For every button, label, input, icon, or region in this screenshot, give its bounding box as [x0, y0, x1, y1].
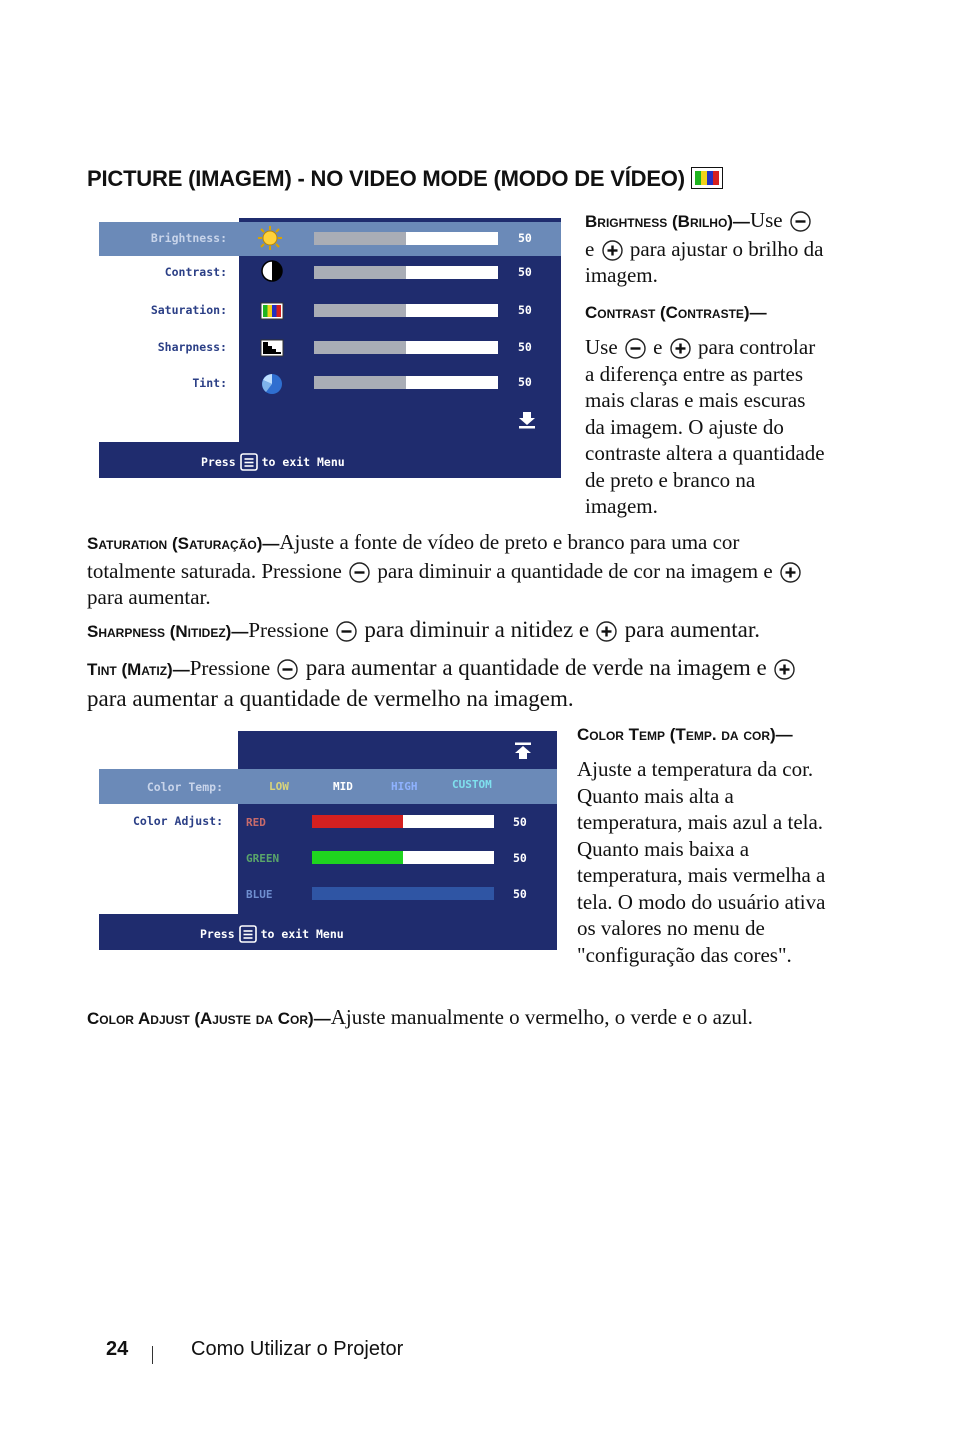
sharpness-text-3: para aumentar. — [624, 617, 761, 642]
blue-label: BLUE — [246, 888, 273, 901]
tint-text-1: Pressione — [189, 656, 271, 680]
minus-button-icon — [277, 659, 298, 680]
color-temp-row[interactable] — [99, 769, 557, 804]
saturation-slider[interactable] — [314, 304, 498, 317]
scroll-up-arrow-icon[interactable] — [513, 741, 533, 761]
page-number: 24 — [106, 1338, 129, 1360]
red-label: RED — [246, 816, 266, 829]
saturation-slider-fill — [314, 304, 406, 317]
tint-description — [87, 653, 832, 714]
color-temp-term-line — [577, 720, 827, 749]
color-temp-description — [577, 756, 827, 968]
plus-button-icon — [602, 240, 623, 261]
green-value: 50 — [513, 851, 527, 865]
footer-divider — [152, 1346, 153, 1364]
color-adjust-text: Ajuste manualmente o vermelho, o verde e o azul. — [330, 1005, 753, 1029]
saturation-label: Saturation: — [150, 303, 227, 317]
color-adjust-description — [87, 1004, 832, 1033]
sharpness-text-1: Pressione — [248, 618, 329, 642]
saturation-color-bars-icon — [260, 299, 284, 323]
brightness-slider-fill — [314, 232, 406, 245]
sharpness-value: 50 — [518, 340, 532, 354]
blue-slider[interactable] — [312, 887, 494, 900]
picture-color-bars-icon — [691, 167, 723, 189]
plus-button-icon — [596, 621, 617, 642]
saturation-value: 50 — [518, 303, 532, 317]
blue-slider-fill — [312, 887, 494, 900]
red-slider[interactable] — [312, 815, 494, 828]
picture-osd-menu — [99, 218, 561, 478]
minus-button-icon — [625, 338, 646, 359]
contrast-label: Contrast: — [164, 265, 227, 279]
contrast-description — [585, 334, 825, 520]
sharpness-description — [87, 617, 837, 646]
color-adjust-term: Color Adjust (Ajuste da Cor)— — [87, 1009, 331, 1028]
osd-footer-bar — [99, 442, 561, 478]
tint-label: Tint: — [192, 376, 227, 390]
plus-button-icon — [774, 659, 795, 680]
brightness-description — [585, 207, 825, 289]
brightness-sun-icon — [258, 226, 282, 250]
brightness-text-2: e — [585, 236, 595, 261]
heading-text: PICTURE (IMAGEM) - NO VIDEO MODE (MODO DE VÍDEO) — [87, 166, 685, 191]
blue-value: 50 — [513, 887, 527, 901]
color-temp-option-low[interactable]: LOW — [269, 780, 289, 793]
saturation-text-3: para aumentar. — [87, 585, 211, 609]
red-slider-fill — [312, 815, 403, 828]
saturation-description — [87, 529, 827, 611]
contrast-value: 50 — [518, 265, 532, 279]
contrast-slider-fill — [314, 266, 406, 279]
sharpness-slider[interactable] — [314, 341, 498, 354]
saturation-text-1: Ajuste a fonte de vídeo de preto e branco para uma cor totalmente saturada. Pressione — [87, 530, 740, 583]
osd2-footer-bar — [99, 914, 557, 950]
color-osd-menu — [99, 731, 557, 950]
tint-slider[interactable] — [314, 376, 498, 389]
minus-button-icon — [349, 562, 370, 583]
exit-menu-text: to exit Menu — [260, 927, 344, 941]
red-value: 50 — [513, 815, 527, 829]
contrast-text-1: Use — [585, 335, 618, 359]
color-temp-term: Color Temp (Temp. da cor)— — [577, 725, 793, 744]
contrast-term: Contrast (Contraste)— — [585, 303, 767, 322]
green-slider-fill — [312, 851, 403, 864]
minus-button-icon — [790, 211, 811, 232]
brightness-label: Brightness: — [150, 231, 227, 245]
press-text: Press — [201, 455, 236, 469]
brightness-value: 50 — [518, 231, 532, 245]
contrast-text-2: e — [653, 335, 663, 359]
menu-button-icon — [239, 925, 257, 943]
tint-value: 50 — [518, 375, 532, 389]
sharpness-text-2: para diminuir a nitidez e — [364, 617, 590, 642]
saturation-term: Saturation (Saturação)— — [87, 534, 280, 553]
sharpness-label: Sharpness: — [157, 340, 227, 354]
brightness-slider[interactable] — [314, 232, 498, 245]
contrast-half-circle-icon — [260, 259, 284, 283]
footer-section-title: Como Utilizar o Projetor — [191, 1338, 404, 1360]
sharpness-term: Sharpness (Nitidez)— — [87, 622, 249, 641]
brightness-term: Brightness (Brilho)— — [585, 212, 750, 231]
scroll-down-arrow-icon[interactable] — [517, 410, 537, 430]
color-temp-option-mid[interactable]: MID — [333, 780, 353, 793]
brightness-text-3: para ajustar o brilho da imagem. — [585, 236, 824, 287]
green-label: GREEN — [246, 852, 280, 865]
color-temp-text: Ajuste a temperatura da cor. Quanto mais alta a temperatura, mais azul a tela. Quanto mais baixa a temperatura, mais vermelha a tela. O modo do usuário ativa os valores no menu de "configuração das cores". — [577, 757, 826, 967]
tint-text-3: para aumentar a quantidade de vermelho na imagem. — [87, 686, 574, 711]
contrast-term-line — [585, 298, 825, 327]
contrast-slider[interactable] — [314, 266, 498, 279]
page-heading — [87, 166, 723, 192]
osd2-footer-hint — [200, 925, 344, 943]
contrast-text-3: para controlar a diferença entre as partes mais claras e mais escuras da imagem. O ajuste do contraste altera a quantidade de preto e branco na imagem. — [585, 335, 825, 518]
sharpness-slider-fill — [314, 341, 406, 354]
osd-footer-hint — [201, 453, 345, 471]
color-adjust-label: Color Adjust: — [132, 814, 223, 828]
color-temp-option-high[interactable]: HIGH — [391, 780, 418, 793]
sharpness-steps-icon — [260, 336, 284, 360]
exit-menu-text: to exit Menu — [261, 455, 345, 469]
tint-pie-icon — [260, 372, 284, 396]
plus-button-icon — [780, 562, 801, 583]
tint-slider-fill — [314, 376, 406, 389]
plus-button-icon — [670, 338, 691, 359]
color-temp-option-custom[interactable]: CUSTOM — [452, 778, 492, 791]
tint-text-2: para aumentar a quantidade de verde na imagem e — [305, 655, 767, 680]
brightness-text-1: Use — [749, 208, 783, 232]
green-slider[interactable] — [312, 851, 494, 864]
color-temp-label: Color Temp: — [146, 780, 223, 794]
minus-button-icon — [336, 621, 357, 642]
saturation-text-2: para diminuir a quantidade de cor na imagem e — [377, 558, 773, 583]
menu-button-icon — [240, 453, 258, 471]
press-text: Press — [200, 927, 235, 941]
tint-term: Tint (Matiz)— — [87, 660, 190, 679]
